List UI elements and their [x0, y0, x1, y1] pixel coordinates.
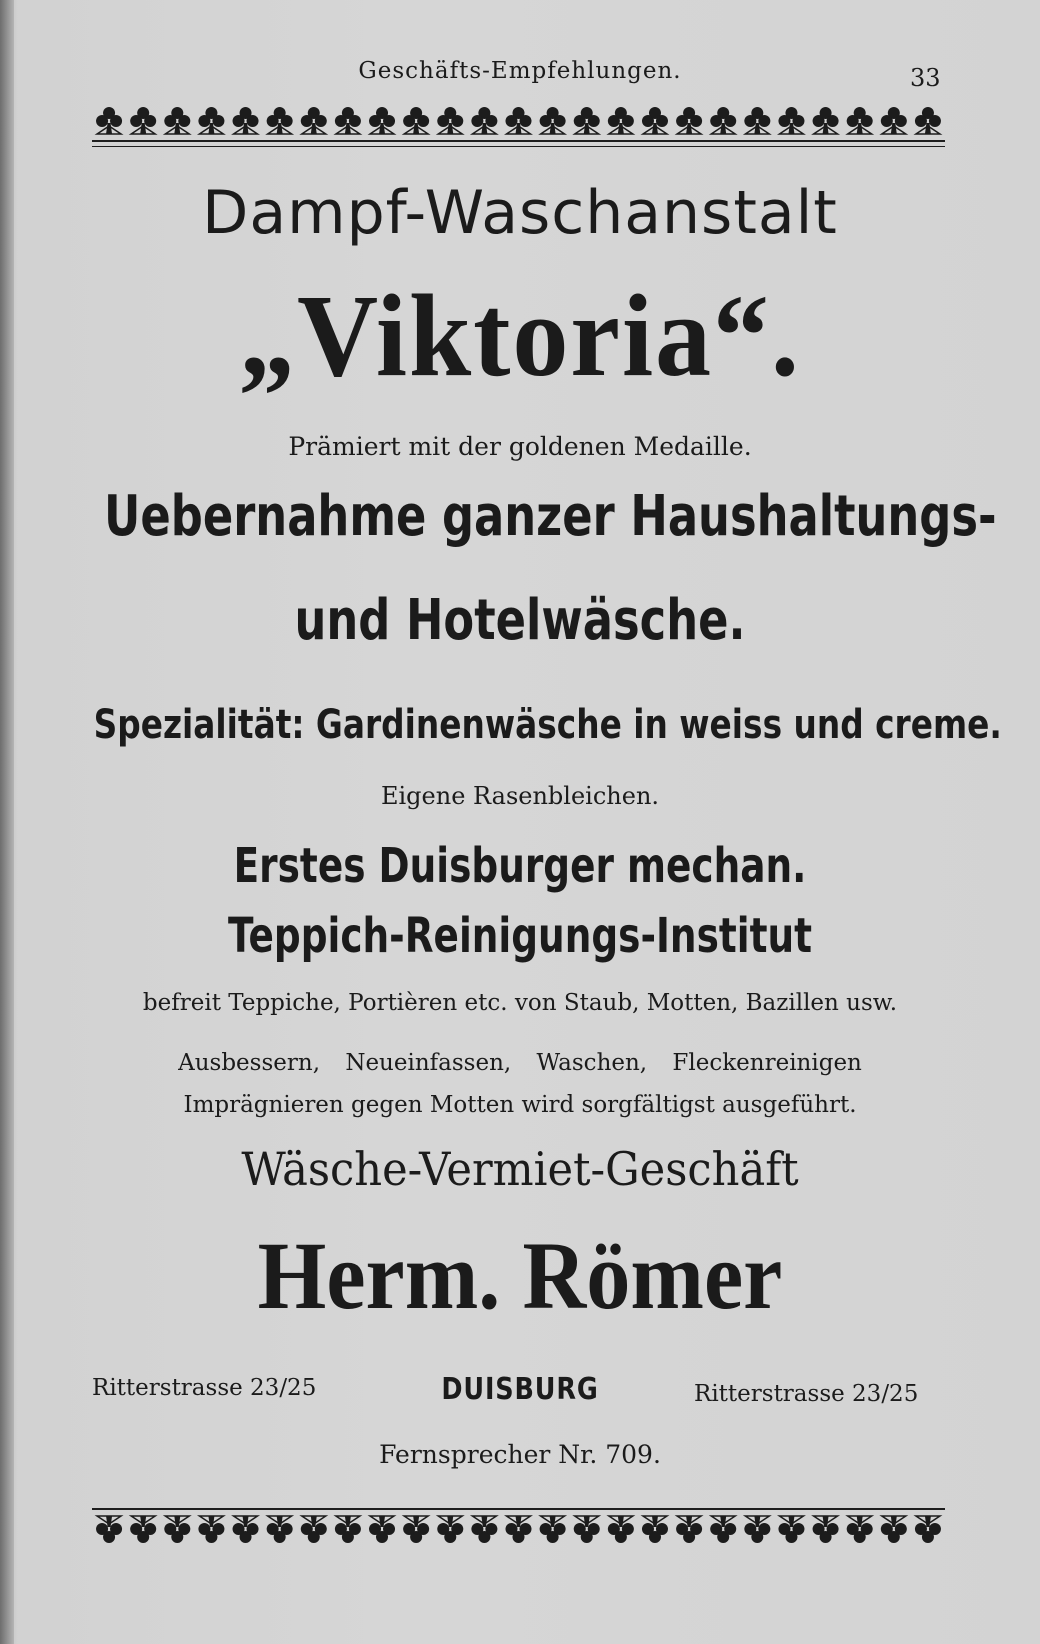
frees-line: befreit Teppiche, Portièren etc. von Staub, Motten, Bazillen usw. — [142, 990, 898, 1016]
rental-heading: Wäsche-Vermiet-Geschäft — [241, 1142, 799, 1196]
top-rule — [92, 140, 945, 142]
page-number: 33 — [910, 64, 941, 92]
top-rule-thin — [92, 146, 945, 147]
institute-heading-line2: Teppich-Reinigungs-Institut — [227, 908, 813, 964]
business-type-heading: Dampf-Waschanstalt — [202, 178, 838, 248]
services-line2: Imprägnieren gegen Motten wird sorgfältigst ausgeführt. — [183, 1092, 857, 1118]
running-title: Geschäfts-Empfehlungen. — [358, 58, 682, 84]
bottom-border-ornament — [92, 1512, 945, 1548]
bleach-line: Eigene Rasenbleichen. — [380, 782, 660, 810]
service-heading-line1: Uebernahme ganzer Haushaltungs- — [104, 484, 997, 549]
services-line1: Ausbessern, Neueinfassen, Waschen, Fleckenreinigen — [178, 1050, 862, 1076]
address-left: Ritterstrasse 23/25 — [92, 1375, 317, 1401]
service-heading-line2: und Hotelwäsche. — [294, 588, 746, 653]
bottom-rule — [92, 1508, 945, 1510]
address-right: Ritterstrasse 23/25 — [694, 1381, 919, 1407]
top-border-ornament — [92, 104, 945, 140]
specialty-line: Spezialität: Gardinenwäsche in weiss und creme. — [93, 702, 1002, 748]
award-line: Prämiert mit der goldenen Medaille. — [288, 432, 752, 461]
city-name: DUISBURG — [441, 1372, 599, 1407]
phone-line: Fernsprecher Nr. 709. — [379, 1440, 661, 1469]
trefoil-border-ornament — [92, 1512, 945, 1548]
owner-name-heading: Herm. Römer — [257, 1222, 783, 1329]
business-name-heading: „Viktoria“. — [239, 270, 801, 401]
institute-heading-line1: Erstes Duisburger mechan. — [233, 838, 807, 894]
trefoil-border-ornament — [92, 104, 945, 140]
